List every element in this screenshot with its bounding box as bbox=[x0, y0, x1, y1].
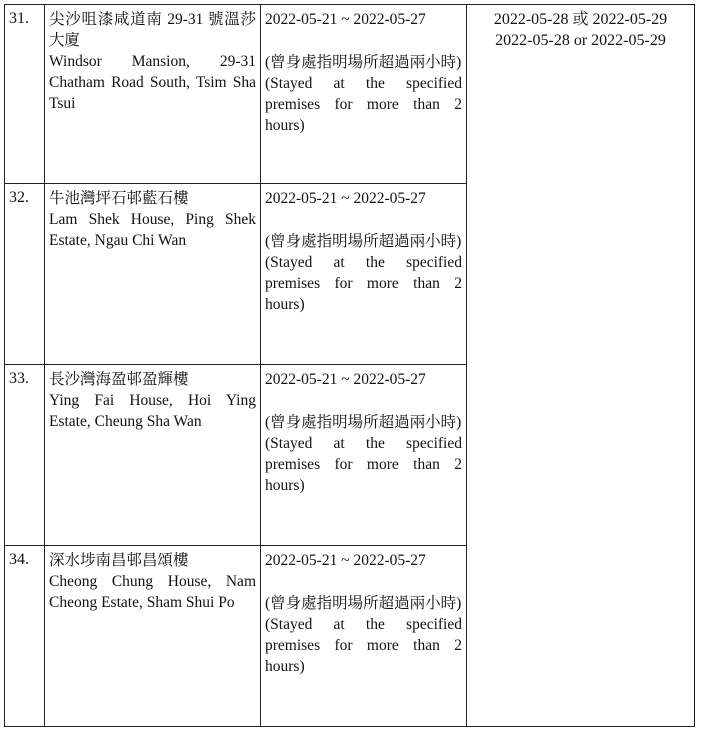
row-number: 33. bbox=[5, 365, 45, 546]
row-number: 34. bbox=[5, 546, 45, 727]
period-dates: 2022-05-21 ~ 2022-05-27 bbox=[265, 371, 426, 388]
address-chinese: 長沙灣海盈邨盈輝樓 bbox=[49, 371, 189, 388]
period-cell bbox=[261, 365, 467, 546]
period-cell bbox=[261, 184, 467, 365]
address-chinese: 牛池灣坪石邨藍石樓 bbox=[49, 190, 189, 207]
period-cell bbox=[261, 546, 467, 727]
spacer bbox=[265, 390, 462, 412]
note-english: (Stayed at the specified premises for more than 2 hours) bbox=[265, 616, 462, 675]
test-date-cell bbox=[467, 5, 695, 727]
address-english: Cheong Chung House, Nam Cheong Estate, Sham Shui Po bbox=[49, 573, 256, 611]
period-dates: 2022-05-21 ~ 2022-05-27 bbox=[265, 190, 426, 207]
note-english: (Stayed at the specified premises for more than 2 hours) bbox=[265, 254, 462, 313]
address-cell bbox=[45, 5, 261, 184]
note-chinese: (曾身處指明場所超過兩小時) bbox=[265, 414, 462, 431]
note-english: (Stayed at the specified premises for more than 2 hours) bbox=[265, 435, 462, 494]
period-dates: 2022-05-21 ~ 2022-05-27 bbox=[265, 11, 426, 28]
address-chinese: 尖沙咀漆咸道南 29-31 號溫莎大廈 bbox=[49, 11, 256, 49]
row-number: 31. bbox=[5, 5, 45, 184]
address-cell bbox=[45, 184, 261, 365]
row-number: 32. bbox=[5, 184, 45, 365]
spacer bbox=[265, 209, 462, 231]
period-cell bbox=[261, 5, 467, 184]
address-english: Windsor Mansion, 29-31 Chatham Road South, Tsim Sha Tsui bbox=[49, 53, 256, 112]
address-english: Lam Shek House, Ping Shek Estate, Ngau Chi Wan bbox=[49, 211, 256, 249]
period-dates: 2022-05-21 ~ 2022-05-27 bbox=[265, 552, 426, 569]
note-chinese: (曾身處指明場所超過兩小時) bbox=[265, 54, 462, 71]
spacer bbox=[265, 30, 462, 52]
spacer bbox=[265, 571, 462, 593]
table-row bbox=[5, 5, 695, 184]
note-chinese: (曾身處指明場所超過兩小時) bbox=[265, 233, 462, 250]
address-english: Ying Fai House, Hoi Ying Estate, Cheung Sha Wan bbox=[49, 392, 256, 430]
premises-table bbox=[4, 4, 695, 727]
address-cell bbox=[45, 546, 261, 727]
address-cell bbox=[45, 365, 261, 546]
address-chinese: 深水埗南昌邨昌頌樓 bbox=[49, 552, 189, 569]
note-english: (Stayed at the specified premises for more than 2 hours) bbox=[265, 75, 462, 134]
test-date-english: 2022-05-28 or 2022-05-29 bbox=[495, 32, 666, 49]
test-date-chinese: 2022-05-28 或 2022-05-29 bbox=[493, 11, 668, 28]
note-chinese: (曾身處指明場所超過兩小時) bbox=[265, 595, 462, 612]
